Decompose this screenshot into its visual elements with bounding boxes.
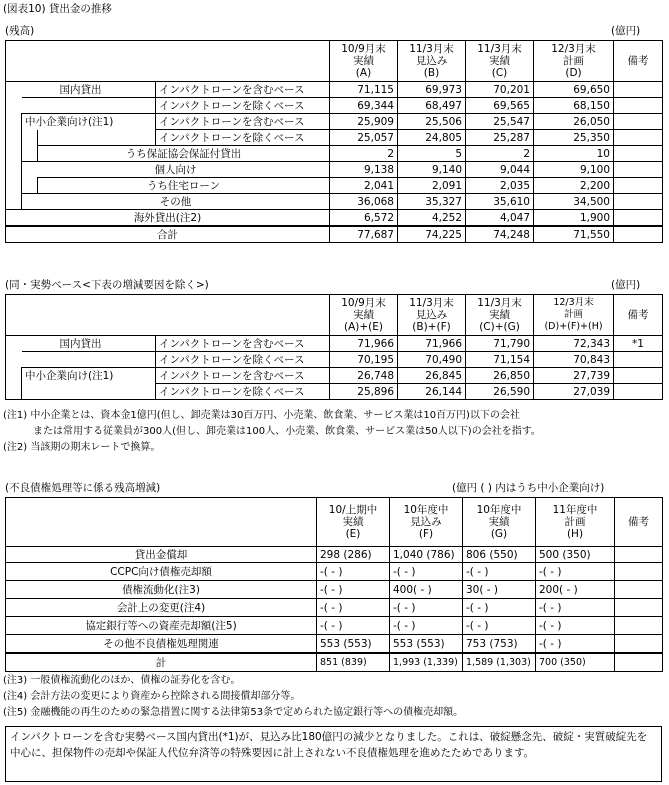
t3-col-header: 10年度中 見込み (F) (390, 498, 463, 547)
indent (6, 162, 22, 178)
cell: -( - ) (463, 563, 536, 581)
remark-cell (615, 653, 663, 672)
cell: -( - ) (536, 599, 615, 617)
cell: 753 (753) (463, 635, 536, 654)
cell: 2,200 (534, 178, 614, 194)
cell: 400( - ) (390, 581, 463, 599)
note-1-cont: または常用する従業員が300人(但し、卸売業は100人、小売業、飲食業、サービス業は50人以下)の会社を指す。 (3, 426, 541, 437)
cell: 71,115 (330, 82, 398, 98)
row-label: インパクトローンを除くベース (156, 130, 330, 146)
remark-cell (614, 130, 663, 146)
cell: 24,805 (398, 130, 466, 146)
npl-changes-table (5, 497, 663, 672)
t3-col-header: 11年度中 計画 (H) (536, 498, 615, 547)
row-label: 貸出金償却 (6, 547, 317, 563)
table-row-total (6, 653, 663, 672)
cell: 69,650 (534, 82, 614, 98)
t1-remarks-header: 備考 (614, 41, 663, 82)
indent (22, 98, 156, 114)
indent (22, 178, 38, 194)
row-label: 会計上の変更(注4) (6, 599, 317, 617)
t1-col-header: 10/9月末 実績 (A) (330, 41, 398, 82)
cell: 69,565 (466, 98, 534, 114)
table-row (6, 368, 663, 384)
cell: 71,154 (466, 352, 534, 368)
indent (22, 352, 156, 368)
cell: 806 (550) (463, 547, 536, 563)
table-row (6, 114, 663, 130)
cell: 1,589 (1,303) (463, 653, 536, 672)
table-row-total (6, 226, 663, 243)
cell: 9,100 (534, 162, 614, 178)
cell: 71,550 (534, 226, 614, 243)
t1-group-sme: 中小企業向け(注1) (22, 114, 156, 130)
cell: -( - ) (463, 617, 536, 635)
table-row (6, 336, 663, 352)
cell: 2,035 (466, 178, 534, 194)
t1-header-blank (6, 41, 330, 82)
cell: 25,350 (534, 130, 614, 146)
cell: 71,790 (466, 336, 534, 352)
cell: 72,343 (534, 336, 614, 352)
t2-remarks-header: 備考 (614, 295, 663, 336)
cell: 69,344 (330, 98, 398, 114)
note-2: (注2) 当該期の期末レートで換算。 (3, 442, 161, 453)
cell: 6,572 (330, 210, 398, 227)
cell: 5 (398, 146, 466, 162)
cell: 553 (553) (317, 635, 390, 654)
row-label: インパクトローンを含むベース (156, 368, 330, 384)
cell: 851 (839) (317, 653, 390, 672)
cell: 68,497 (398, 98, 466, 114)
row-label: 合計 (6, 226, 330, 243)
row-label: 債権流動化(注3) (6, 581, 317, 599)
cell: 25,287 (466, 130, 534, 146)
cell: 9,138 (330, 162, 398, 178)
cell: 36,068 (330, 194, 398, 210)
table-row (6, 581, 663, 599)
figure-title: (図表10) 貸出金の推移 (3, 3, 112, 15)
cell: 71,966 (330, 336, 398, 352)
row-label: インパクトローンを含むベース (156, 336, 330, 352)
remark-cell (614, 98, 663, 114)
table-row (6, 146, 663, 162)
cell: 27,039 (534, 384, 614, 400)
table-row (6, 178, 663, 194)
cell: 298 (286) (317, 547, 390, 563)
remark-cell (614, 114, 663, 130)
note-4: (注4) 会計方法の変更により資産から控除される間接償却部分等。 (3, 691, 301, 702)
cell: 27,739 (534, 368, 614, 384)
table-row (6, 162, 663, 178)
remark-cell (614, 194, 663, 210)
t1-col-header: 11/3月末 実績 (C) (466, 41, 534, 82)
cell: -( - ) (390, 617, 463, 635)
cell: 26,845 (398, 368, 466, 384)
indent (22, 146, 38, 162)
t3-unit: (億円 ( ) 内はうち中小企業向け) (452, 482, 605, 494)
row-label: インパクトローンを含むベース (156, 82, 330, 98)
remark-cell: *1 (614, 336, 663, 352)
t2-group-sme: 中小企業向け(注1) (22, 368, 156, 384)
indent (22, 384, 156, 400)
cell: -( - ) (390, 563, 463, 581)
t2-col-header: 11/3月末 実績 (C)+(G) (466, 295, 534, 336)
table-row (6, 98, 663, 114)
table-row (6, 194, 663, 210)
cell: 25,057 (330, 130, 398, 146)
cell: -( - ) (317, 563, 390, 581)
remark-cell (615, 635, 663, 654)
cell: 30( - ) (463, 581, 536, 599)
note-5: (注5) 金融機能の再生のための緊急措置に関する法律第53条で定められた協定銀行等への債権売却額。 (3, 707, 464, 718)
row-label: CCPC向け債権売却額 (6, 563, 317, 581)
indent (6, 114, 22, 130)
remark-cell (614, 226, 663, 243)
footnote-box: インパクトローンを含む実勢ベース国内貸出(*1)が、見込み比180億円の減少となりました。これは、破綻懸念先、破綻・実質破綻先を中心に、担保物件の売却や保証人代位弁済等の特殊要因に計上されない不良債権処理を進めたためであります。 (5, 726, 662, 782)
row-label: 海外貸出(注2) (6, 210, 330, 227)
indent (6, 98, 22, 114)
indent (6, 352, 22, 368)
cell: 35,610 (466, 194, 534, 210)
row-label: その他 (22, 194, 330, 210)
indent (6, 130, 22, 146)
t2-section-label: (同・実勢ベース<下表の増減要因を除く>) (5, 279, 209, 291)
cell: 1,040 (786) (390, 547, 463, 563)
t2-col-header: 10/9月末 実績 (A)+(E) (330, 295, 398, 336)
cell: -( - ) (536, 563, 615, 581)
table-row (6, 352, 663, 368)
table-row (6, 635, 663, 654)
remark-cell (614, 162, 663, 178)
cell: 2,091 (398, 178, 466, 194)
t3-col-header: 10/上期中 実績 (E) (317, 498, 390, 547)
row-label: 計 (6, 653, 317, 672)
cell: 1,993 (1,339) (390, 653, 463, 672)
cell: 35,327 (398, 194, 466, 210)
table-row (6, 82, 663, 98)
cell: 9,044 (466, 162, 534, 178)
cell: 70,490 (398, 352, 466, 368)
remark-cell (615, 563, 663, 581)
remark-cell (614, 146, 663, 162)
note-3: (注3) 一般債権流動化のほか、債権の証券化を含む。 (3, 675, 241, 686)
t1-unit: (億円) (611, 25, 641, 37)
cell: 25,896 (330, 384, 398, 400)
cell: 2,041 (330, 178, 398, 194)
t3-col-header: 10年度中 実績 (G) (463, 498, 536, 547)
table-row (6, 547, 663, 563)
cell: 1,900 (534, 210, 614, 227)
table-row (6, 563, 663, 581)
indent (6, 368, 22, 384)
table-row (6, 617, 663, 635)
cell: 25,547 (466, 114, 534, 130)
t2-unit: (億円) (611, 279, 641, 291)
row-label: うち住宅ローン (38, 178, 330, 194)
table-row (6, 599, 663, 617)
remark-cell (614, 178, 663, 194)
table-row (6, 210, 663, 227)
cell: 500 (350) (536, 547, 615, 563)
remark-cell (614, 384, 663, 400)
cell: -( - ) (317, 599, 390, 617)
cell: 70,201 (466, 82, 534, 98)
t1-group-domestic: 国内貸出 (6, 82, 156, 98)
cell: -( - ) (463, 599, 536, 617)
t3-remarks-header: 備考 (615, 498, 663, 547)
cell: 74,225 (398, 226, 466, 243)
indent (6, 146, 22, 162)
t3-header-blank (6, 498, 317, 547)
cell: -( - ) (390, 599, 463, 617)
t2-col-header: 12/3月末 計画 (D)+(F)+(H) (534, 295, 614, 336)
cell: 26,144 (398, 384, 466, 400)
cell: 70,195 (330, 352, 398, 368)
t1-section-label: (残高) (5, 25, 35, 37)
cell: 2 (330, 146, 398, 162)
t2-header-blank (6, 295, 330, 336)
cell: 26,050 (534, 114, 614, 130)
cell: -( - ) (536, 635, 615, 654)
row-label: 協定銀行等への資産売却額(注5) (6, 617, 317, 635)
cell: 4,047 (466, 210, 534, 227)
loans-actual-basis-table (5, 294, 663, 400)
row-label: インパクトローンを含むベース (156, 114, 330, 130)
remark-cell (614, 368, 663, 384)
row-label: うち保証協会保証付貸出 (38, 146, 330, 162)
cell: -( - ) (536, 617, 615, 635)
t1-col-header: 12/3月末 計画 (D) (534, 41, 614, 82)
cell: 26,748 (330, 368, 398, 384)
cell: 74,248 (466, 226, 534, 243)
remark-cell (615, 617, 663, 635)
row-label: その他不良債権処理関連 (6, 635, 317, 654)
indent (6, 384, 22, 400)
cell: 34,500 (534, 194, 614, 210)
cell: 69,973 (398, 82, 466, 98)
cell: 26,850 (466, 368, 534, 384)
table-row (6, 130, 663, 146)
remark-cell (615, 547, 663, 563)
remark-cell (615, 599, 663, 617)
remark-cell (614, 210, 663, 227)
row-label: インパクトローンを除くベース (156, 384, 330, 400)
cell: 200( - ) (536, 581, 615, 599)
cell: 700 (350) (536, 653, 615, 672)
cell: 4,252 (398, 210, 466, 227)
remark-cell (614, 352, 663, 368)
indent (6, 194, 22, 210)
t1-col-header: 11/3月末 見込み (B) (398, 41, 466, 82)
cell: 71,966 (398, 336, 466, 352)
cell: -( - ) (317, 581, 390, 599)
row-label: 個人向け (22, 162, 330, 178)
t2-col-header: 11/3月末 見込み (B)+(F) (398, 295, 466, 336)
indent (22, 130, 38, 146)
remark-cell (614, 82, 663, 98)
cell: 26,590 (466, 384, 534, 400)
cell: 77,687 (330, 226, 398, 243)
cell: 553 (553) (390, 635, 463, 654)
t2-group-domestic: 国内貸出 (6, 336, 156, 352)
indent (38, 130, 156, 146)
cell: 10 (534, 146, 614, 162)
cell: 2 (466, 146, 534, 162)
cell: -( - ) (317, 617, 390, 635)
cell: 68,150 (534, 98, 614, 114)
indent (6, 178, 22, 194)
cell: 25,909 (330, 114, 398, 130)
cell: 9,140 (398, 162, 466, 178)
table-row (6, 384, 663, 400)
cell: 70,843 (534, 352, 614, 368)
row-label: インパクトローンを除くベース (156, 352, 330, 368)
cell: 25,506 (398, 114, 466, 130)
row-label: インパクトローンを除くベース (156, 98, 330, 114)
note-1: (注1) 中小企業とは、資本金1億円(但し、卸売業は30百万円、小売業、飲食業、サービス業は10百万円)以下の会社 (3, 410, 520, 421)
t3-section-label: (不良債権処理等に係る残高増減) (5, 482, 161, 494)
remark-cell (615, 581, 663, 599)
loans-balance-table (5, 40, 663, 243)
